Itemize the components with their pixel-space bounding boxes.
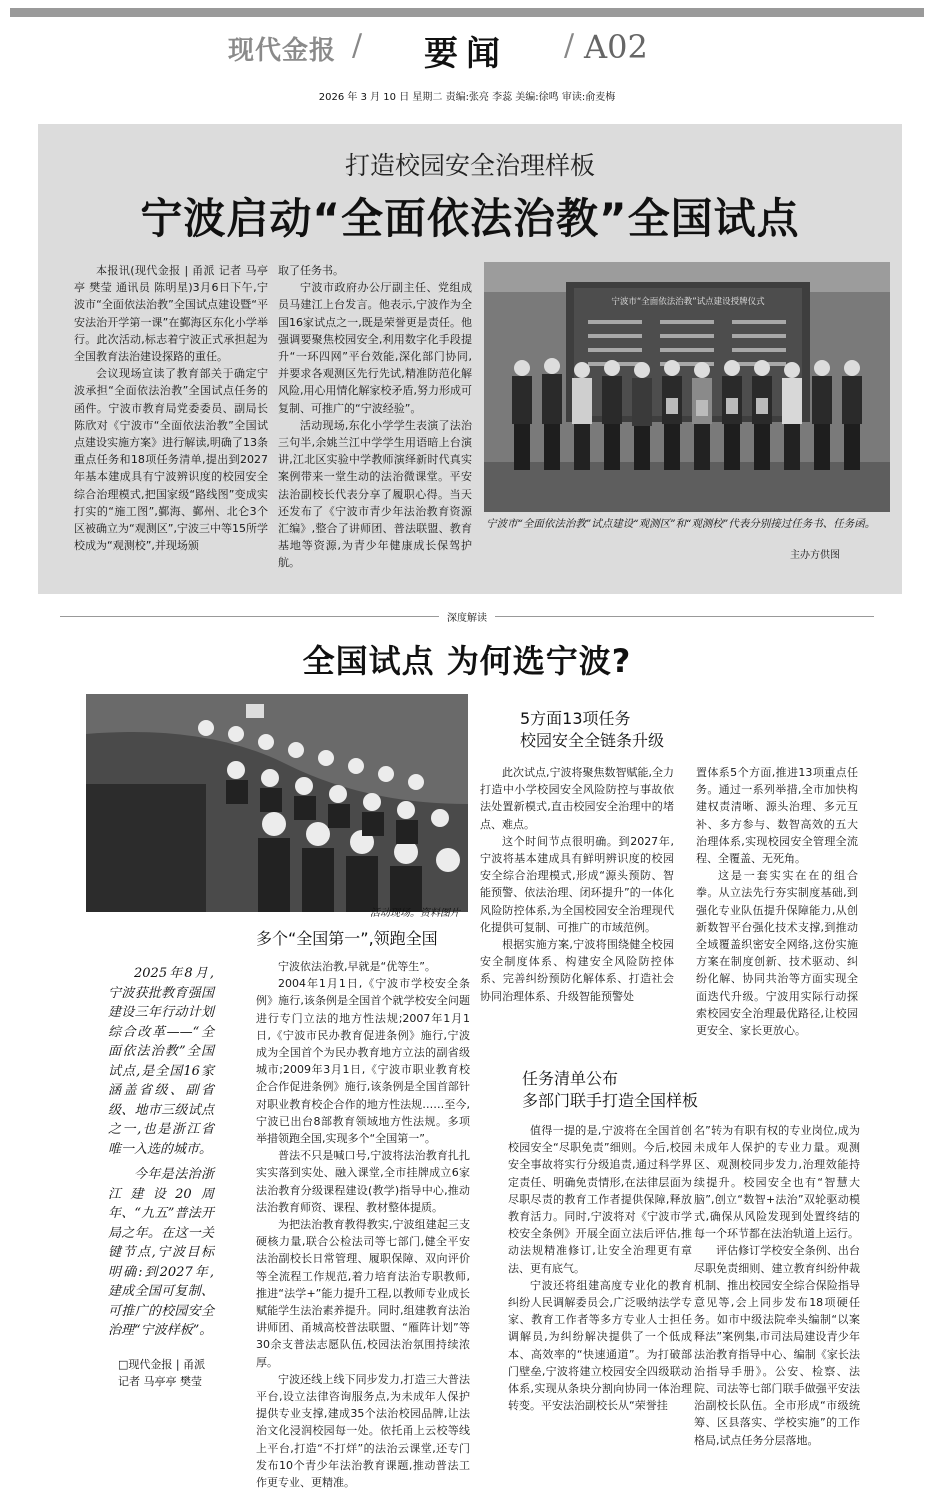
lead-column-1 [74,262,268,554]
lead-photo-credit: 主办方供图 [790,550,840,561]
paragraph: 这是一套实实在在的组合拳。从立法先行夯实制度基础,到强化专业队伍提升保障能力,从创新数智平台强化技术支撑,到推动全域覆盖织密安全网络,这份实施方案在制度创新、技术驱动、纠纷化解、协同共治等方面实现全面迭代升级。宁波用实际行动探索校园安全治理最优路径,让校园更安全、家长更放心。 [696,869,858,1038]
paragraph: 活动现场,东化小学学生表演了法治三句半,余姚兰江中学学生用语暗上台演讲,江北区实验中学教师演绎新时代真实案例带来一堂生动的法治微课堂。平安法治副校长代表分享了履职心得。当天还发布了《宁波市青少年法治教育资源汇编》,整合了讲师团、普法联盟、教育基地等资源,为青少年健康成长保驾护航。 [278,418,472,570]
paragraph: 根据实施方案,宁波将围绕健全校园安全制度体系、构建安全风险防控体系、完善纠纷预防化解体系、打造社会协同治理体系、升级智能预警处 [480,938,674,1003]
lead-headline: 宁波启动“全面依法治教”全国试点 [140,194,800,243]
page-number: A02 [584,28,648,66]
paragraph: 值得一提的是,宁波将在全国首创校园安全“尽职免责”细则。今后,校园安全事故将实行分级追责,通过科学界定责任、明确免责情形,在法律层面为尽职尽责的教育工作者提供保障,释放教育活力。同时,宁波将对《宁波市学校安全条例》开展全面立法后评估,推动法规精准修订,让安全治理更有章法、更有底气。 [508,1124,692,1275]
paragraph: 会议现场宣读了教育部关于确定宁波承担“全面依法治教”全国试点任务的函件。宁波市教育局党委委员、副局长陈欣对《宁波市“全面依法治教”全国试点建设实施方案》进行解读,明确了13条重点任务和18项任务清单,提出到2027年基本建成具有宁波辨识度的校园安全综合治理模式,把国家级“路线图”变成实打实的“施工图”,鄞海、鄞州、北仑3个区被确立为“观测区”,宁波三中等15所学校成为“观测校”,并现场颁 [74,367,268,553]
tasks-column-1 [480,764,674,1005]
section-label-text: 深度解读 [439,613,495,624]
subhead-firsts: 多个“全国第一”,领跑全国 [256,929,438,948]
checklist-column-2 [694,1122,860,1449]
sidebar-credit: □现代金报 | 甬派 记者 马亭亭 樊莹 [118,1358,206,1388]
photo-screen-text: 宁波市“全面依法治教”试点建设授牌仪式 [611,297,765,307]
paragraph: 为把法治教育教得教实,宁波组建起三支硬核力量,联合公检法司等七部门,健全平安法治副校长日常管理、履职保障、双向评价等全流程工作规范,着力培育法治专职教师,推进“法学+”能力提升工程,以教师专业成长赋能学生法治素养提升。同时,组建教育法治讲师团、甬城高校普法联盟、“雁阵计划”等30余支普法志愿队伍,校园法治氛围持续浓厚。 [256,1218,470,1369]
lead-photo [484,262,890,512]
paragraph: 名”转为有职有权的专业岗位,成为未成年人保护的专业力量。观测区、观测校同步发力,治理效能持续提升。校园安全也有“智慧大脑”,创立“数智+法治”双轮驱动模式,确保从风险发现到处置终结的每一个环节都在法治轨道上运行。 [694,1124,860,1241]
checklist-column-1 [508,1122,692,1414]
students-photo [86,694,468,912]
paragraph: 宁波还将组建高度专业化的教育纠纷人民调解委员会,广泛吸纳法学专家、教育工作者等多方专业人士担任调解员,为纠纷解决提供了一个低成本、高效率的“快速通道”。为打破部门壁垒,宁波将建立校园安全四级联动体系,实现从条块分割向协同一体治理转变。平安法治副校长从“荣誉挂 [508,1278,692,1413]
paragraph: 2004年1月1日,《宁波市学校安全条例》施行,该条例是全国首个就学校安全问题进行专门立法的地方性法规;2007年1月1日,《宁波市民办教育促进条例》施行,宁波成为全国首个为民办教育地方立法的副省级城市;2009年3月1日,《宁波市职业教育校企合作促进条例》施行,该条例是全国首部针对职业教育校企合作的地方性法规……至今,宁波已出台8部教育领域地方性法规。多项举措领跑全国,实现多个“全国第一”。 [256,977,470,1146]
dateline: 2026 年 3 月 10 日 星期二 责编:张亮 李蕊 美编:徐鸣 审读:俞麦梅 [318,92,616,103]
paragraph: 2025年8月,宁波获批教育强国建设三年行动计划综合改革——“全面依法治教”全国试点,是全国16家涵盖省级、副省级、地市三级试点之一,也是浙江省唯一入选的城市。 [108,966,214,1157]
paragraph: 置体系5个方面,推进13项重点任务。通过一系列举措,全市加快构建权责清晰、源头治理、多元互补、多方参与、数智高效的五大治理体系,实现校园安全管理全流程、全覆盖、无死角。 [696,766,858,866]
paragraph: 今年是法治浙江建设20周年、“九五”普法开局之年。在这一关键节点,宁波目标明确:到2027年,建成全国可复制、可推广的校园安全治理“宁波样板”。 [108,1167,214,1338]
paragraph: 评估修订学校安全条例、出台尽职免责细则、建立教育纠纷仲裁机制、推出校园安全综合保险指导意见等,会上同步发布18项硬任务。如市中级法院牵头编制“以案释法”案例集,市司法局建设青少年法治教育指导中心、编制《家长法治指导手册》。公安、检察、法院、司法等七部门联手做强平安法治副校长队伍。全市形成“市级统筹、区县落实、学校实施”的工作格局,试点任务分层落地。 [694,1244,860,1447]
lead-photo-caption: 宁波市“全面依法治教”试点建设“观测区”和“观测校”代表分别接过任务书、任务函。 [486,518,876,530]
firsts-column [256,958,470,1491]
paragraph: 宁波市政府办公厅副主任、党组成员马建江上台发言。他表示,宁波作为全国16家试点之一,既是荣誉更是责任。他强调要聚焦校园安全,利用数字化手段提升“一环四网”平台效能,深化部门协同,并要求各观测区先行先试,精准防范化解风险,用心用情化解家校矛盾,努力形成可复制、可推广的“宁波经验”。 [278,281,472,415]
paragraph: 宁波还线上线下同步发力,打造三大普法平台,设立法律咨询服务点,为未成年人保护提供专业支撑,建成35个法治校园品牌,让法治文化浸润校园每一处。依托甬上云校等线上平台,打造“不打烊”的法治云课堂,还专门发布10个青少年法治教育课题,推动普法工作更专业、更精准。 [256,1372,470,1490]
paragraph: 宁波依法治教,早就是“优等生”。 [278,960,436,973]
subhead-checklist [522,1068,698,1112]
students-photo-caption: 活动现场。资料图片 [370,908,460,919]
paragraph: 普法不只是喊口号,宁波将法治教育扎扎实实落到实处、融入课堂,全市挂牌成立6家法治教育分级课程建设(教学)指导中心,推动法治教育师资、课程、教材整体提质。 [256,1149,470,1214]
subhead-line: 任务清单公布 [522,1069,619,1088]
auditorium-photo [86,694,468,912]
masthead-brand: 现代金报 [228,36,337,66]
paragraph: 这个时间节点很明确。到2027年,宁波将基本建成具有鲜明辨识度的校园安全综合治理模式,形成“源头预防、智能预警、依法治理、闭环提升”的一体化风险防控体系,为全国校园安全治理现代化提供可复制、可推广的市域范例。 [480,834,674,934]
lead-kicker: 打造校园安全治理样板 [344,151,595,180]
deep-headline: 全国试点 为何选宁波? [302,642,632,680]
sidebar-note [108,964,214,1347]
ceremony-photo [484,262,890,512]
masthead-section: 要闻 [424,34,508,74]
masthead-separator: / [564,28,575,63]
paragraph: 取了任务书。 [278,264,344,277]
subhead-line: 5方面13项任务 [520,709,631,728]
top-rule [10,8,924,17]
paragraph: 此次试点,宁波将聚焦数智赋能,全力打造中小学校园安全风险防控与事故依法处置新模式,直击校园安全治理中的堵点、难点。 [480,766,674,831]
subhead-tasks [520,708,664,752]
lead-column-2 [278,262,472,572]
section-label [0,609,934,624]
masthead-separator: / [352,28,363,63]
subhead-line: 多部门联手打造全国样板 [522,1091,699,1110]
subhead-line: 校园安全全链条升级 [520,731,665,750]
tasks-column-2 [696,764,858,1039]
paragraph: 本报讯(现代金报 | 甬派 记者 马亭亭 樊莹 通讯员 陈明星)3月6日下午,宁波市“全面依法治教”全国试点建设暨“平安法治开学第一课”在鄞海区东化小学举行。此次活动,标志着宁波正式承担起为全国教育法治建设探路的重任。 [74,264,268,364]
